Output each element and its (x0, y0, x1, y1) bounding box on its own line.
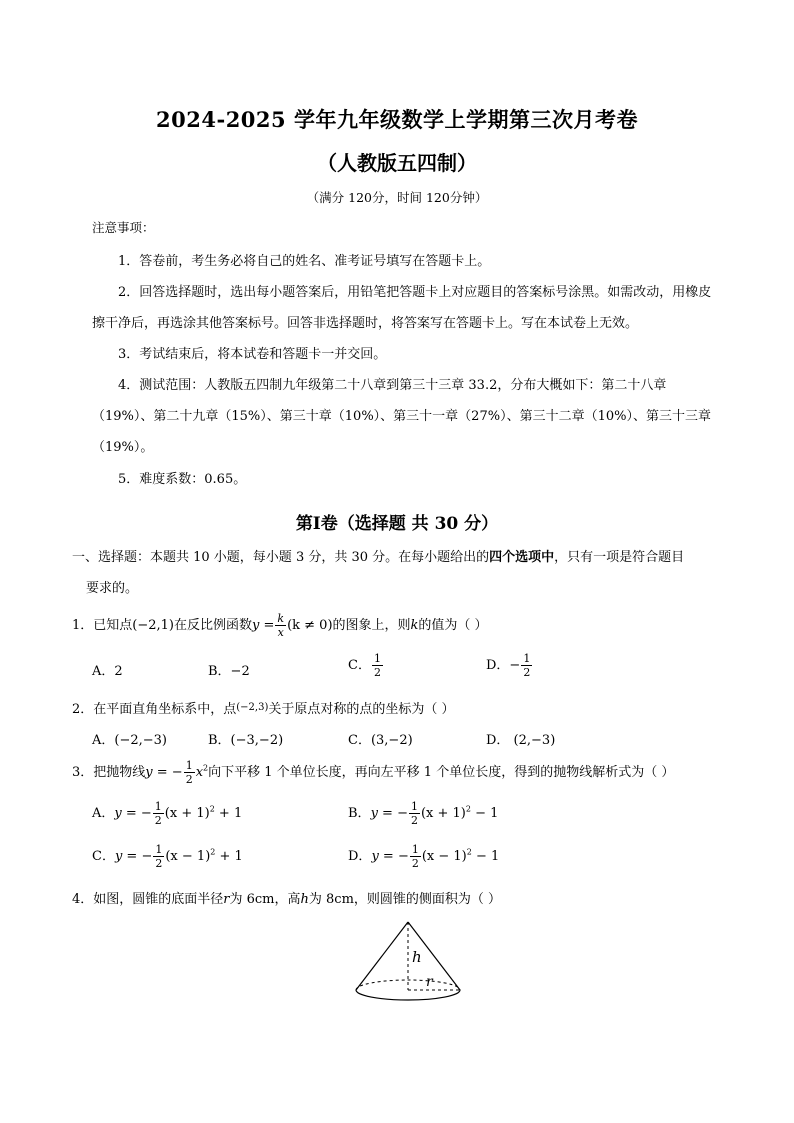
q3-option-a: A．y = − $\frac{1}{2}$ $(x + 1)^2 + 1$ (92, 800, 243, 827)
question-2-stem: 2．在平面直角坐标系中，点$^{(-2,3)}$关于原点对称的点的坐标为（ ） (72, 702, 455, 717)
question-4-stem: 4．如图，圆锥的底面半径r为 6cm，高h为 8cm，则圆锥的侧面积为（ ） (72, 892, 502, 907)
q3-option-b: B．y = − $\frac{1}{2}$ $(x + 1)^2 - 1$ (348, 800, 499, 827)
q2-option-c: C．(3,−2) (348, 733, 413, 748)
question-3-stem: 3．把抛物线y = − $\frac{1}{2}$ $x^2$向下平移 1 个单位长度，再向左平移 1 个单位长度，得到的抛物线解析式为（ ） (72, 759, 675, 786)
cone-left-edge (356, 922, 408, 990)
cone-figure (350, 918, 466, 1010)
cone-label-h: h (412, 948, 422, 966)
fraction: $\frac{k}{x}$ (277, 612, 285, 639)
exam-edition: （人教版五四制） (317, 151, 477, 175)
notice-heading: 注意事项： (92, 220, 155, 235)
notice-item-4: 4．测试范围：人教版五四制九年级第二十八章到第三十三章 33.2，分布大概如下：第二十八章（19%）、第二十九章（15%）、第三十章（10%）、第三十一章（27%）、第三十二章（10%）、第三十三章（19%）。 (92, 378, 711, 455)
notice-item-5: 5．难度系数：0.65。 (118, 472, 247, 487)
notice-item-1: 1．答卷前，考生务必将自己的姓名、准考证号填写在答题卡上。 (118, 254, 491, 269)
section-instruction: 一、选择题：本题共 10 小题，每小题 3 分，共 30 分。在每小题给出的四个选项中，只有一项是符合题目 要求的。 (72, 550, 685, 596)
q2-option-a: A．(−2,−3) (92, 733, 167, 748)
q1-option-c: C． $\frac{1}{2}$ (348, 652, 381, 679)
q2-option-d: D． (2,−3) (486, 733, 556, 748)
notice-item-2: 2．回答选择题时，选出每小题答案后，用铅笔把答题卡上对应题目的答案标号涂黑。如需改动，用橡皮擦干净后，再选涂其他答案标号。回答非选择题时，将答案写在答题卡上。写在本试卷上无效。 (92, 285, 712, 331)
cone-label-r: r (426, 974, 433, 990)
q1-option-d: D．− $\frac{1}{2}$ (486, 652, 531, 679)
score-time-note: （满分 120分，时间 120分钟） (306, 190, 488, 205)
cone-base-front (356, 990, 460, 1000)
q3-option-d: D．y = − $\frac{1}{2}$ $(x - 1)^2 - 1$ (348, 843, 500, 870)
q1-option-a: A．2 (92, 664, 123, 679)
section-title: 第Ⅰ卷（选择题 共 30 分） (295, 514, 499, 534)
notice-item-3: 3．考试结束后，将本试卷和答题卡一并交回。 (118, 347, 387, 362)
question-1-stem: 1．已知点(−2,1)在反比例函数y = $\frac{k}{x}$ (k ≠ 0)的图象上，则k的值为（ ） (72, 612, 488, 639)
exam-title: 2024-2025 学年九年级数学上学期第三次月考卷 (156, 107, 638, 132)
q3-option-c: C．y = − $\frac{1}{2}$ $(x - 1)^2 + 1$ (92, 843, 243, 870)
q2-option-b: B．(−3,−2) (208, 733, 284, 748)
q1-option-b: B．−2 (208, 664, 250, 679)
